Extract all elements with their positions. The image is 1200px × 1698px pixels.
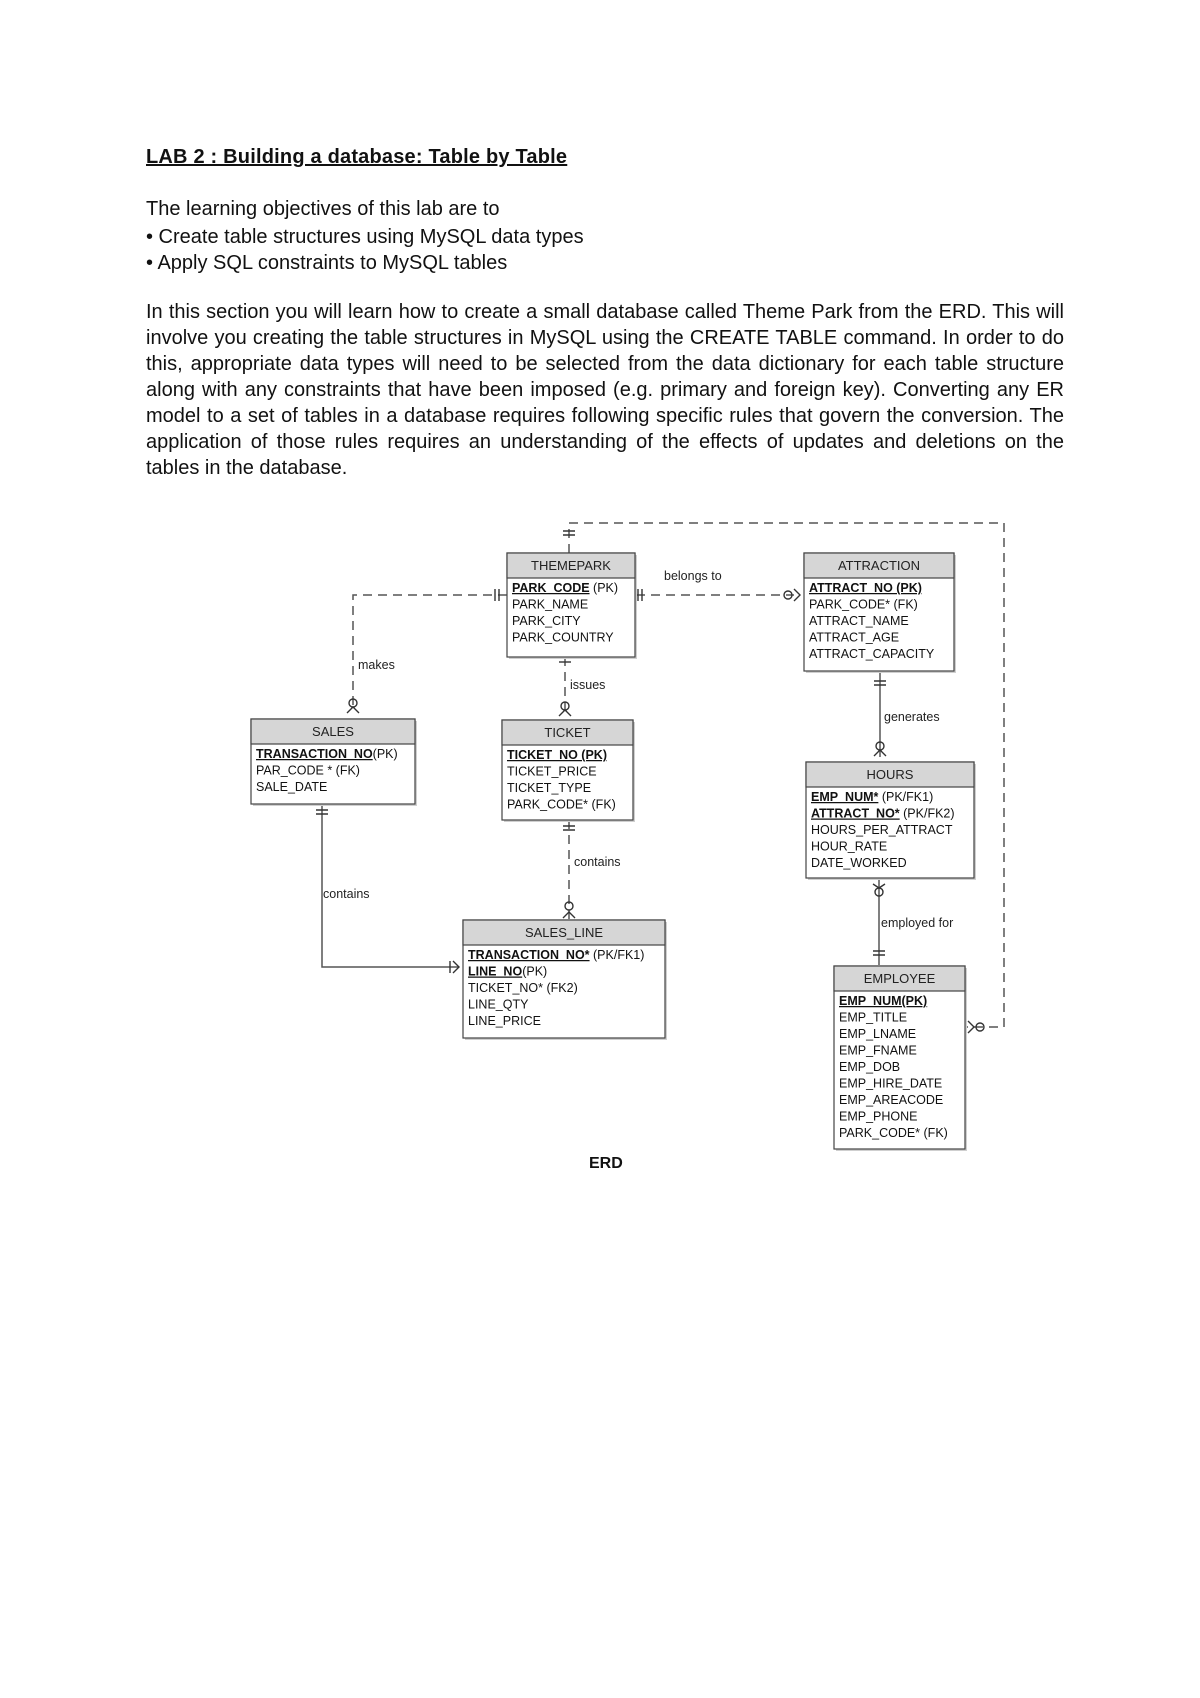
rel-label-contains-ticket: contains (574, 855, 621, 869)
entity-ticket (502, 720, 635, 822)
objective-item: • Apply SQL constraints to MySQL tables (146, 252, 508, 274)
rel-label-employed-for: employed for (881, 916, 954, 930)
entity-title: ATTRACTION (837, 558, 921, 573)
entity-attribute: PARK_CITY (512, 614, 581, 628)
entity-attribute: HOURS_PER_ATTRACT (811, 823, 953, 837)
entity-boxes (251, 553, 976, 1151)
entity-attribute: EMP_PHONE (839, 1109, 918, 1124)
entity-attribute: ATTRACT_NO (PK) (809, 581, 922, 595)
entity-hours (806, 762, 976, 880)
entity-attribute: TICKET_PRICE (507, 764, 597, 779)
objective-item: • Create table structures using MySQL data types (146, 226, 584, 248)
entity-attribute: PARK_CODE* (FK) (809, 597, 918, 612)
entity-attribute: PARK_CODE* (FK) (839, 1126, 948, 1140)
erd-caption: ERD (589, 1155, 623, 1172)
entity-title: HOURS (866, 767, 914, 782)
entity-attribute: EMP_AREACODE (839, 1093, 944, 1107)
entity-attribute: PARK_CODE (PK) (512, 581, 619, 595)
entity-title: THEMEPARK (531, 558, 611, 573)
entity-sales-line (463, 920, 667, 1040)
entity-attribute: EMP_TITLE (839, 1010, 908, 1025)
entity-attribute: PARK_CODE* (FK) (507, 797, 616, 812)
entity-title: EMPLOYEE (863, 971, 936, 986)
entity-attribute: EMP_HIRE_DATE (839, 1076, 943, 1091)
entity-attraction (804, 553, 956, 673)
entity-attribute: LINE_PRICE (468, 1014, 541, 1028)
rel-label-issues: issues (570, 678, 606, 692)
entity-attribute: PARK_COUNTRY (512, 630, 614, 645)
rel-label-contains-sales: contains (323, 887, 370, 901)
entity-attribute: EMP_FNAME (839, 1043, 917, 1058)
entity-sales (251, 719, 417, 806)
entity-attribute: SALE_DATE (256, 780, 328, 794)
entity-title: SALES_LINE (524, 925, 604, 940)
intro-paragraph: In this section you will learn how to create a small database called Theme Park from the ERD. This will involve you creating the table structures in MySQL using the CREATE TABLE command. In order to do this, appropriate data types will need to be selected from the data dictionary for each table structure along with any constraints that have been imposed (e.g. primary and foreign key). Converting any ER model to a set of tables in a database requires following specific rules that govern the conversion. The application of those rules requires an understanding of the effects of updates and deletions on the tables in the database. (146, 301, 1064, 479)
entity-title: TICKET (544, 725, 591, 740)
entity-themepark (507, 553, 637, 659)
rel-line-makes (353, 595, 507, 708)
rel-label-makes: makes (358, 658, 395, 672)
entity-attribute: ATTRACT_NO* (PK/FK2) (811, 806, 955, 821)
entity-employee (834, 966, 967, 1151)
entity-attribute: TRANSACTION_NO* (PK/FK1) (468, 948, 645, 962)
entity-attribute: TRANSACTION_NO(PK) (256, 747, 398, 761)
entity-attribute: DATE_WORKED (811, 856, 907, 870)
rel-label-generates: generates (884, 710, 940, 724)
page-title: LAB 2 : Building a database: Table by Table (146, 146, 568, 168)
entity-attribute: EMP_DOB (839, 1060, 901, 1074)
entity-attribute: PARK_NAME (512, 597, 589, 612)
entity-attribute: LINE_QTY (468, 997, 529, 1012)
entity-attribute: TICKET_TYPE (507, 781, 592, 795)
entity-attribute: TICKET_NO* (FK2) (468, 981, 578, 995)
rel-line-contains-sales (322, 805, 459, 967)
entity-attribute: ATTRACT_AGE (809, 630, 900, 645)
entity-attribute: LINE_NO(PK) (468, 964, 548, 979)
entity-attribute: ATTRACT_NAME (809, 614, 909, 628)
entity-attribute: PAR_CODE * (FK) (256, 763, 360, 778)
entity-attribute: EMP_NUM(PK) (839, 994, 928, 1008)
rel-label-belongs-to: belongs to (664, 569, 722, 583)
entity-title: SALES (312, 724, 354, 739)
entity-attribute: HOUR_RATE (811, 839, 888, 854)
entity-attribute: EMP_NUM* (PK/FK1) (811, 790, 934, 804)
entity-attribute: TICKET_NO (PK) (507, 748, 607, 762)
objectives-intro: The learning objectives of this lab are to (146, 198, 500, 220)
entity-attribute: ATTRACT_CAPACITY (809, 647, 935, 661)
entity-attribute: EMP_LNAME (839, 1027, 917, 1041)
